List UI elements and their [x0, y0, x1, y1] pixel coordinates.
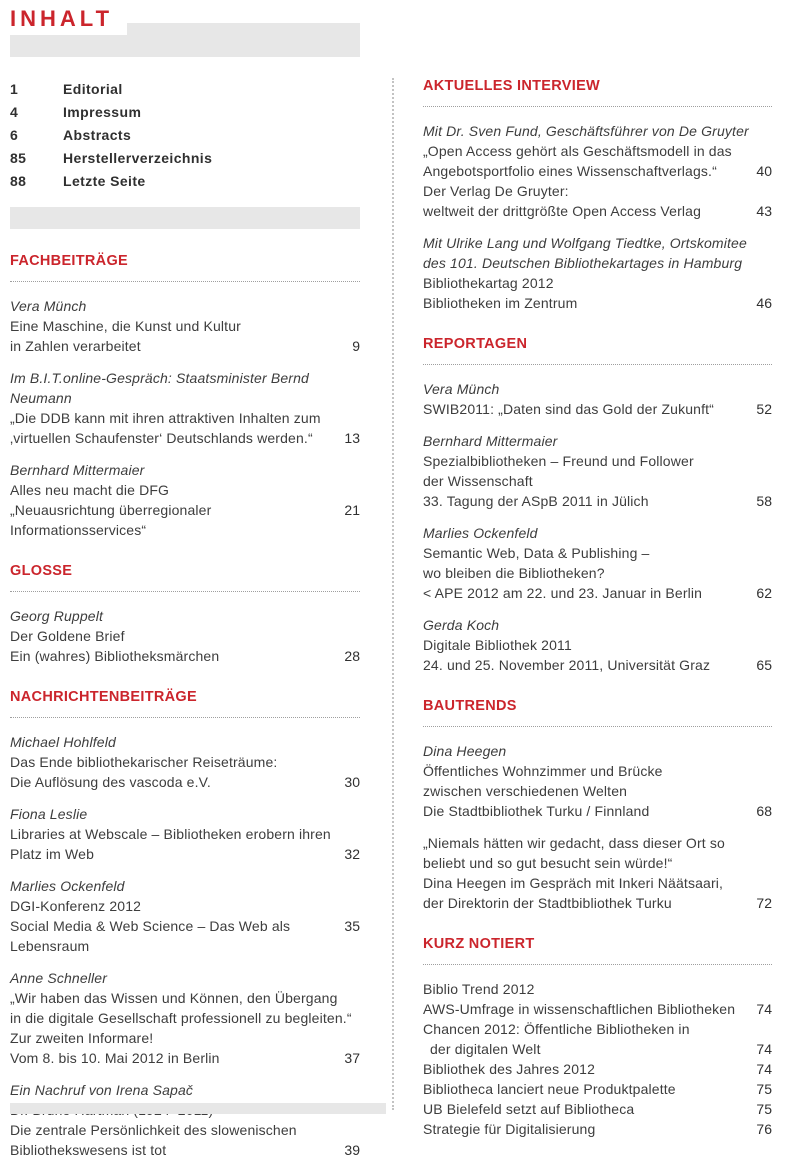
toc-entry — [423, 615, 772, 675]
entry-line — [423, 543, 772, 563]
toc-entry — [10, 732, 360, 792]
entry-line — [423, 563, 772, 583]
entry-title-line: Bibliotheken im Zentrum — [423, 295, 578, 311]
right-sections — [423, 78, 772, 1139]
entry-line — [423, 801, 772, 821]
section-heading: FACHBEITRÄGE — [10, 253, 128, 269]
entry-line — [423, 893, 772, 913]
entry-line — [423, 615, 772, 635]
entry-author: Vera Münch — [10, 298, 87, 314]
entry-title-line: SWIB2011: „Daten sind das Gold der Zukunft“ — [423, 401, 714, 417]
entry-title-line: Bibliotheca lanciert neue Produktpalette — [423, 1081, 676, 1097]
entry-title-line: Dina Heegen im Gespräch mit Inkeri Näätsaari, — [423, 875, 724, 891]
entry-author: Anne Schneller — [10, 970, 108, 986]
entry-title-line: Chancen 2012: Öffentliche Bibliotheken in — [423, 1021, 690, 1037]
entry-line — [423, 233, 772, 253]
index-row — [10, 124, 360, 147]
entry-line — [423, 873, 772, 893]
index-page-number: 85 — [10, 150, 27, 166]
toc-entry — [10, 460, 360, 540]
toc-entry — [10, 876, 360, 956]
page-header — [10, 0, 360, 57]
entry-title-line: UB Bielefeld setzt auf Bibliotheca — [423, 1101, 635, 1117]
entry-line — [423, 583, 772, 603]
toc-section — [10, 689, 360, 1160]
index-page-number: 88 — [10, 173, 27, 189]
entry-line — [10, 428, 360, 448]
page-number: 74 — [756, 1061, 772, 1077]
page-number: 75 — [756, 1101, 772, 1117]
entry-line — [423, 1039, 772, 1059]
entry-title-line: zwischen verschiedenen Welten — [423, 783, 628, 799]
toc-section — [423, 78, 772, 313]
entry-title-line: „Neuausrichtung überregionaler Informationsservices“ — [10, 502, 212, 538]
entry-line — [10, 916, 360, 956]
entry-author: des 101. Deutschen Bibliothekartages in Hamburg — [423, 255, 743, 271]
toc-entry — [423, 121, 772, 221]
entry-line — [10, 1028, 360, 1048]
page-number: 35 — [344, 918, 360, 934]
toc-entry — [10, 968, 360, 1068]
entry-line — [10, 1140, 360, 1160]
toc-entry — [423, 379, 772, 419]
entry-title-line: in die digitale Gesellschaft professionell zu begleiten.“ — [10, 1010, 352, 1026]
page-number: 52 — [756, 401, 772, 417]
left-sections — [10, 253, 360, 1160]
entry-line — [423, 999, 772, 1019]
entry-line — [423, 491, 772, 511]
entry-line — [10, 876, 360, 896]
entry-line — [423, 293, 772, 313]
entry-line — [423, 761, 772, 781]
index-page-number: 6 — [10, 127, 19, 143]
entry-line — [10, 480, 360, 500]
entry-title-line: Der Verlag De Gruyter: — [423, 183, 569, 199]
entry-title-line: Biblio Trend 2012 — [423, 981, 535, 997]
toc-entry — [10, 368, 360, 448]
toc-entry — [423, 979, 772, 1139]
entry-title-line: „Die DDB kann mit ihren attraktiven Inhalten zum — [10, 410, 321, 426]
entry-line — [423, 523, 772, 543]
dotted-rule — [423, 726, 772, 727]
entry-title-line: Die zentrale Persönlichkeit des slowenischen — [10, 1122, 297, 1138]
entry-line — [423, 1019, 772, 1039]
entry-line — [10, 1080, 360, 1100]
index-row — [10, 78, 360, 101]
page-number: 74 — [756, 1001, 772, 1017]
index-row — [10, 170, 360, 193]
page-number: 32 — [344, 846, 360, 862]
entry-title-line: Eine Maschine, die Kunst und Kultur — [10, 318, 241, 334]
entry-title-line: DGI-Konferenz 2012 — [10, 898, 142, 914]
entry-title-line: < APE 2012 am 22. und 23. Januar in Berlin — [423, 585, 703, 601]
entry-title-line: Zur zweiten Informare! — [10, 1030, 154, 1046]
page-number: 13 — [344, 430, 360, 446]
entry-line — [10, 1120, 360, 1140]
page-number: 74 — [756, 1041, 772, 1057]
entry-line — [423, 635, 772, 655]
entry-title-line: Die Auflösung des vascoda e.V. — [10, 774, 211, 790]
left-column — [10, 0, 360, 1158]
index-label: Letzte Seite — [63, 173, 146, 189]
section-heading: GLOSSE — [10, 563, 73, 579]
entry-title-line: Vom 8. bis 10. Mai 2012 in Berlin — [10, 1050, 220, 1066]
page-number: 40 — [756, 163, 772, 179]
entry-line — [10, 968, 360, 988]
entry-line — [10, 296, 360, 316]
section-heading: AKTUELLES INTERVIEW — [423, 78, 601, 94]
entry-line — [10, 606, 360, 626]
entry-line — [10, 824, 360, 844]
entry-line — [423, 379, 772, 399]
entry-line — [423, 833, 772, 853]
entry-line — [10, 626, 360, 646]
page-number: 72 — [756, 895, 772, 911]
toc-entry — [10, 1080, 360, 1160]
entry-line — [10, 804, 360, 824]
entry-title-line: „Wir haben das Wissen und Können, den Übergang — [10, 990, 338, 1006]
index-page-number: 1 — [10, 81, 19, 97]
index-label: Herstellerverzeichnis — [63, 150, 213, 166]
entry-title-line: Spezialbibliotheken – Freund und Follower — [423, 453, 694, 469]
index-label: Editorial — [63, 81, 123, 97]
page-number: 30 — [344, 774, 360, 790]
entry-title-line: der Wissenschaft — [423, 473, 533, 489]
mid-gray-band — [10, 207, 360, 229]
entry-title-line: wo bleiben die Bibliotheken? — [423, 565, 605, 581]
index-page-number: 4 — [10, 104, 19, 120]
entry-line — [423, 1099, 772, 1119]
toc-entry — [10, 804, 360, 864]
entry-title-line: Ein (wahres) Bibliotheksmärchen — [10, 648, 220, 664]
page-number: 62 — [756, 585, 772, 601]
entry-line — [10, 316, 360, 336]
entry-line — [10, 408, 360, 428]
entry-title-line: in Zahlen verarbeitet — [10, 338, 141, 354]
entry-line — [10, 368, 360, 408]
entry-line — [423, 979, 772, 999]
entry-title-line: Platz im Web — [10, 846, 95, 862]
index-label: Impressum — [63, 104, 142, 120]
toc-entry — [423, 833, 772, 913]
entry-line — [10, 988, 360, 1008]
entry-author: Bernhard Mittermaier — [10, 462, 145, 478]
entry-title-line: Strategie für Digitalisierung — [423, 1121, 596, 1137]
entry-line — [10, 752, 360, 772]
toc-entry — [423, 233, 772, 313]
entry-line — [423, 161, 772, 181]
dotted-rule — [10, 591, 360, 592]
entry-title-line: beliebt und so gut besucht sein würde!“ — [423, 855, 673, 871]
section-heading: BAUTRENDS — [423, 698, 517, 714]
entry-line — [10, 460, 360, 480]
entry-title-line: Social Media & Web Science – Das Web als Lebensraum — [10, 918, 291, 954]
page-number: 76 — [756, 1121, 772, 1137]
entry-line — [423, 399, 772, 419]
entry-line — [423, 853, 772, 873]
bottom-gray-band — [10, 1103, 386, 1114]
entry-author: Gerda Koch — [423, 617, 500, 633]
entry-line — [423, 471, 772, 491]
toc-section — [423, 336, 772, 675]
toc-entry — [10, 606, 360, 666]
entry-author: Georg Ruppelt — [10, 608, 104, 624]
entry-author: Ein Nachruf von Irena Sapač — [10, 1082, 194, 1098]
entry-title-line: ‚virtuellen Schaufenster‘ Deutschlands werden.“ — [10, 430, 313, 446]
entry-line — [10, 500, 360, 540]
entry-author: Dina Heegen — [423, 743, 507, 759]
page-number: 46 — [756, 295, 772, 311]
entry-title-line: Digitale Bibliothek 2011 — [423, 637, 572, 653]
entry-title-line: Angebotsportfolio eines Wissenschaftverlags.“ — [423, 163, 717, 179]
entry-title-line: Bibliothek des Jahres 2012 — [423, 1061, 596, 1077]
entry-line — [10, 336, 360, 356]
entry-title-line: 24. und 25. November 2011, Universität Graz — [423, 657, 711, 673]
entry-line — [423, 273, 772, 293]
entry-title-line: Öffentliches Wohnzimmer und Brücke — [423, 763, 663, 779]
page-number: 9 — [352, 338, 360, 354]
page-number: 43 — [756, 203, 772, 219]
entry-author: Marlies Ockenfeld — [10, 878, 125, 894]
entry-title-line: Die Stadtbibliothek Turku / Finnland — [423, 803, 650, 819]
page-number: 58 — [756, 493, 772, 509]
dotted-rule — [423, 364, 772, 365]
entry-line — [10, 1048, 360, 1068]
entry-author: Vera Münch — [423, 381, 500, 397]
entry-line — [423, 1059, 772, 1079]
entry-line — [423, 121, 772, 141]
index-label: Abstracts — [63, 127, 132, 143]
index-row — [10, 147, 360, 170]
entry-line — [423, 451, 772, 471]
page-title: INHALT — [10, 2, 127, 35]
entry-line — [423, 431, 772, 451]
entry-line — [423, 1119, 772, 1139]
entry-author: Im B.I.T.online-Gespräch: Staatsminister Bernd Neumann — [10, 370, 309, 406]
entry-author: Michael Hohlfeld — [10, 734, 116, 750]
entry-line — [423, 253, 772, 273]
entry-title-line: weltweit der drittgrößte Open Access Verlag — [423, 203, 702, 219]
page-number: 21 — [344, 502, 360, 518]
toc-section — [423, 936, 772, 1139]
index-row — [10, 101, 360, 124]
entry-title-line: Bibliothekartag 2012 — [423, 275, 554, 291]
entry-line — [10, 772, 360, 792]
entry-title-line: Der Goldene Brief — [10, 628, 125, 644]
toc-entry — [423, 741, 772, 821]
entry-line — [10, 1008, 360, 1028]
entry-title-line: Semantic Web, Data & Publishing – — [423, 545, 650, 561]
entry-title-line: Das Ende bibliothekarischer Reiseträume: — [10, 754, 278, 770]
page-number: 28 — [344, 648, 360, 664]
page-number: 65 — [756, 657, 772, 673]
dotted-rule — [423, 964, 772, 965]
entry-title-line: der Direktorin der Stadtbibliothek Turku — [423, 895, 672, 911]
entry-line — [423, 141, 772, 161]
entry-line — [10, 646, 360, 666]
dotted-rule — [423, 106, 772, 107]
index-list — [10, 78, 360, 193]
entry-line — [423, 655, 772, 675]
toc-section — [423, 698, 772, 913]
dotted-rule — [10, 281, 360, 282]
entry-line — [423, 201, 772, 221]
page-number: 37 — [344, 1050, 360, 1066]
entry-line — [10, 896, 360, 916]
entry-author: Fiona Leslie — [10, 806, 88, 822]
entry-title-line: Alles neu macht die DFG — [10, 482, 170, 498]
entry-title-line: „Niemals hätten wir gedacht, dass dieser Ort so — [423, 835, 725, 851]
entry-line — [423, 781, 772, 801]
toc-entry — [10, 296, 360, 356]
page-number: 39 — [344, 1142, 360, 1158]
entry-title-line: Libraries at Webscale – Bibliotheken erobern ihren — [10, 826, 331, 842]
toc-section — [10, 563, 360, 666]
entry-line — [10, 844, 360, 864]
entry-author: Mit Ulrike Lang und Wolfgang Tiedtke, Ortskomitee — [423, 235, 747, 251]
toc-section — [10, 253, 360, 540]
entry-title-line: der digitalen Welt — [430, 1041, 541, 1057]
section-heading: REPORTAGEN — [423, 336, 528, 352]
entry-author: Marlies Ockenfeld — [423, 525, 538, 541]
toc-entry — [423, 431, 772, 511]
entry-title-line: 33. Tagung der ASpB 2011 in Jülich — [423, 493, 649, 509]
section-heading: NACHRICHTENBEITRÄGE — [10, 689, 197, 705]
entry-line — [423, 741, 772, 761]
page-number: 75 — [756, 1081, 772, 1097]
entry-line — [423, 1079, 772, 1099]
entry-author: Mit Dr. Sven Fund, Geschäftsführer von De Gruyter — [423, 123, 749, 139]
entry-line — [10, 732, 360, 752]
dotted-rule — [10, 717, 360, 718]
entry-line — [423, 181, 772, 201]
entry-title-line: „Open Access gehört als Geschäftsmodell in das — [423, 143, 732, 159]
page-number: 68 — [756, 803, 772, 819]
entry-title-line: AWS-Umfrage in wissenschaftlichen Bibliotheken — [423, 1001, 736, 1017]
entry-title-line: Bibliothekswesens ist tot — [10, 1142, 167, 1158]
entry-author: Bernhard Mittermaier — [423, 433, 558, 449]
toc-entry — [423, 523, 772, 603]
right-column — [394, 0, 772, 1137]
section-heading: KURZ NOTIERT — [423, 936, 535, 952]
